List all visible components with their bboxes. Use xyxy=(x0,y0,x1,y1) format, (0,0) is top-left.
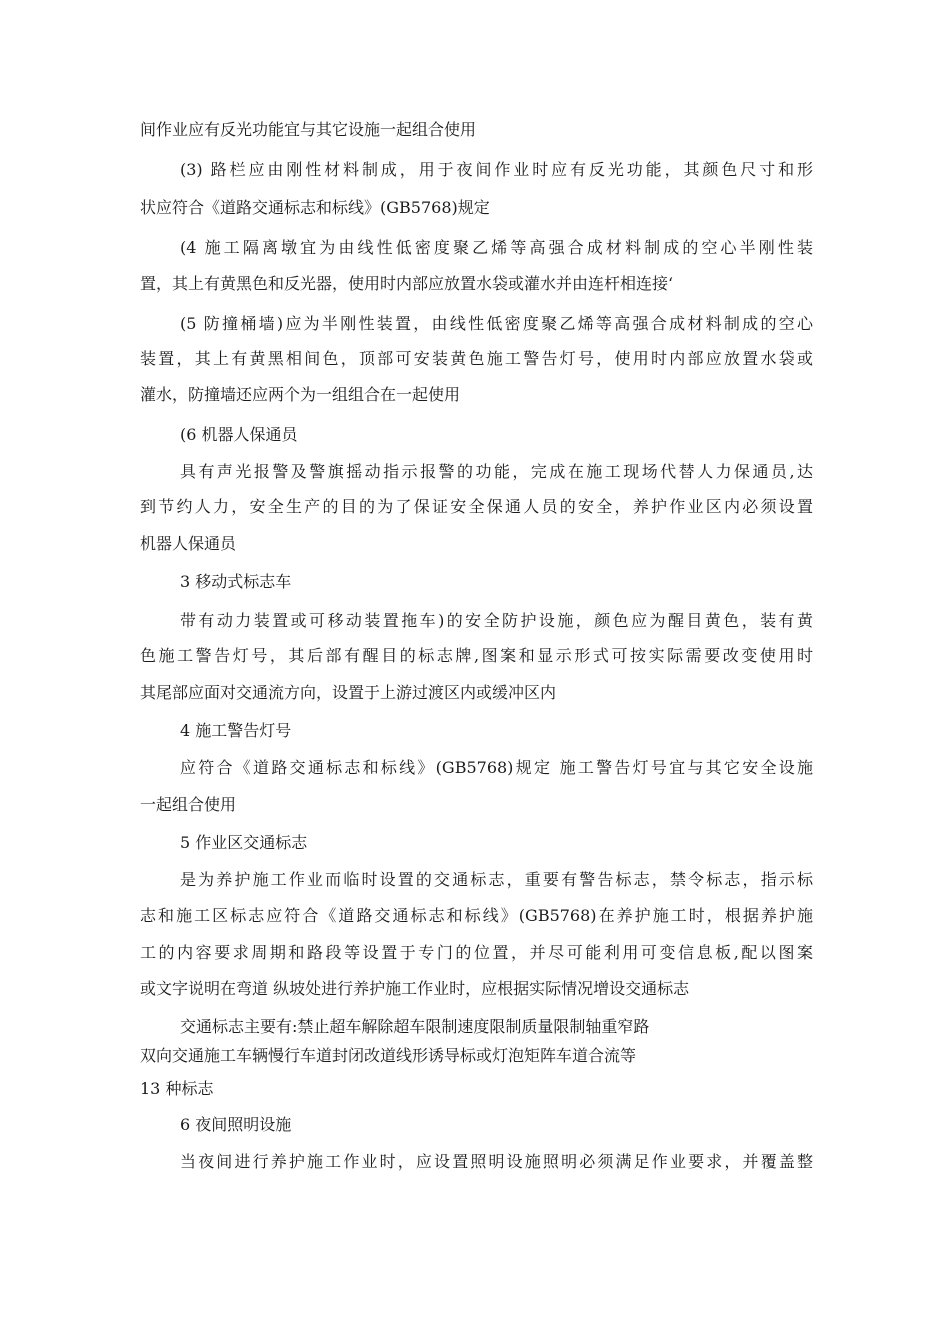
text-line: 交通标志主要有:禁止超车解除超车限制速度限制质量限制轴重窄路 xyxy=(180,1017,650,1036)
text-line: 双向交通施工车辆慢行车道封闭改道线形诱导标或灯泡矩阵车道合流等 xyxy=(140,1046,637,1065)
text-line: 志和施工区标志应符合《道路交通标志和标线》(GB5768)在养护施工时，根据养护施 xyxy=(140,906,813,925)
text-line: 带有动力装置或可移动装置拖车)的安全防护设施，颜色应为醒目黄色，装有黄 xyxy=(180,611,813,630)
text-line: 3 移动式标志车 xyxy=(180,572,292,591)
text-line: 状应符合《道路交通标志和标线》(GB5768)规定 xyxy=(140,198,490,217)
text-line: 应符合《道路交通标志和标线》(GB5768)规定 施工警告灯号宜与其它安全设施 xyxy=(180,758,813,777)
text-line: 13 种标志 xyxy=(140,1079,214,1098)
text-line: 其尾部应面对交通流方向，设置于上游过渡区内或缓冲区内 xyxy=(140,683,557,702)
text-line: 装置，其上有黄黑相间色，顶部可安装黄色施工警告灯号，使用时内部应放置水袋或 xyxy=(140,349,813,368)
text-line: 5 作业区交通标志 xyxy=(180,833,308,852)
text-line: 灌水，防撞墙还应两个为一组组合在一起使用 xyxy=(140,385,461,404)
text-line: 工的内容要求周期和路段等设置于专门的位置，并尽可能利用可变信息板,配以图案 xyxy=(140,943,813,962)
text-line: 4 施工警告灯号 xyxy=(180,721,292,740)
text-line: 置，其上有黄黑色和反光器，使用时内部应放置水袋或灌水并由连杆相连接‘ xyxy=(140,274,674,293)
text-line: (5 防撞桶墙)应为半刚性装置，由线性低密度聚乙烯等高强合成材料制成的空心 xyxy=(180,314,813,333)
text-line: (6 机器人保通员 xyxy=(180,425,298,444)
text-line: 或文字说明在弯道 纵坡处进行养护施工作业时，应根据实际情况增设交通标志 xyxy=(140,979,690,998)
text-line: 机器人保通员 xyxy=(140,534,237,553)
text-line: 具有声光报警及警旗摇动指示报警的功能，完成在施工现场代替人力保通员,达 xyxy=(180,462,813,481)
text-line: 色施工警告灯号，其后部有醒目的标志牌,图案和显示形式可按实际需要改变使用时 xyxy=(140,646,813,665)
text-line: (4 施工隔离墩宜为由线性低密度聚乙烯等高强合成材料制成的空心半刚性装 xyxy=(180,238,813,257)
text-line: (3) 路栏应由刚性材料制成，用于夜间作业时应有反光功能，其颜色尺寸和形 xyxy=(180,160,813,179)
text-line: 6 夜间照明设施 xyxy=(180,1115,292,1134)
text-line: 间作业应有反光功能宜与其它设施一起组合使用 xyxy=(140,120,477,139)
text-line: 一起组合使用 xyxy=(140,795,237,814)
text-line: 是为养护施工作业而临时设置的交通标志，重要有警告标志，禁令标志，指示标 xyxy=(180,870,813,889)
text-line: 当夜间进行养护施工作业时，应设置照明设施照明必须满足作业要求，并覆盖整 xyxy=(180,1152,813,1171)
text-line: 到节约人力，安全生产的目的为了保证安全保通人员的安全，养护作业区内必须设置 xyxy=(140,497,813,516)
